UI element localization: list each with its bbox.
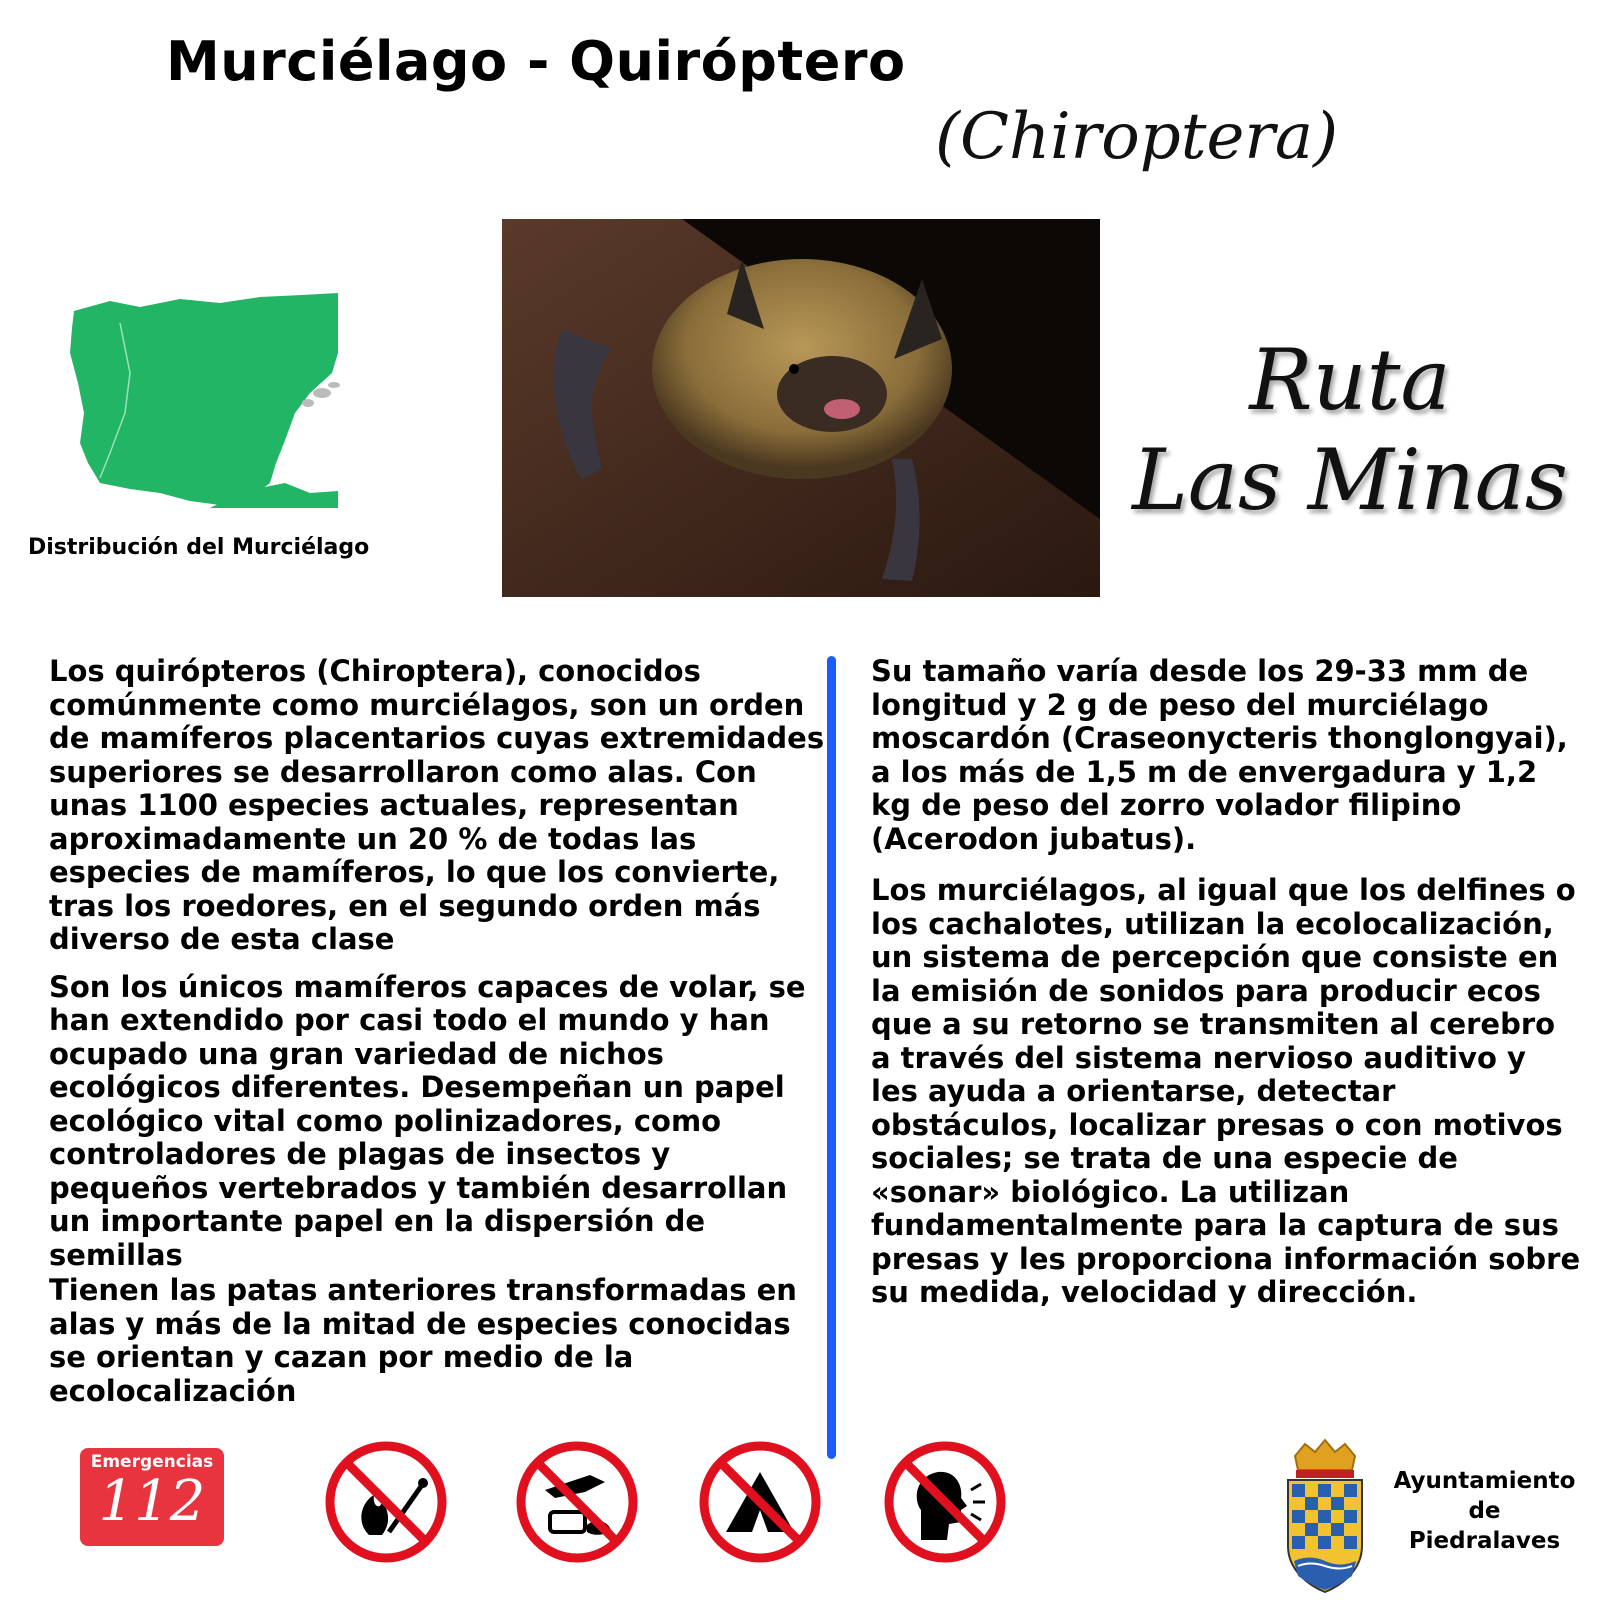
left-column [49, 655, 829, 1422]
no-fire-icon [324, 1440, 448, 1564]
page-title: Murciélago - Quiróptero [166, 30, 906, 93]
right-column [871, 655, 1581, 1324]
paragraph: Tienen las patas anteriores transformadas en alas y más de la mitad de especies conocidas se orientan y cazan por medio de la ecolocalización [49, 1273, 797, 1408]
emergency-badge [80, 1448, 224, 1546]
emergency-label: Emergencias [90, 1452, 214, 1472]
column-divider [827, 656, 836, 1459]
no-camping-icon [698, 1440, 822, 1564]
municipality-line2: de [1468, 1498, 1501, 1524]
municipality-line1: Ayuntamiento [1393, 1468, 1576, 1494]
paragraph: Los quirópteros (Chiroptera), conocidos comúnmente como murciélagos, son un orden de mamíferos placentarios cuyas extremidades superiores se desarrollaron como alas. Con unas 1100 especies actuales, representan aproximadamente un 20 % de todas las especies de mamíferos, lo que los convierte, tras los roedores, en el segundo orden más diverso de esta clase [49, 654, 825, 956]
paragraph: Su tamaño varía desde los 29-33 mm de longitud y 2 g de peso del murciélago moscardón (Craseonycteris thonglongyai), a los más de 1,5 m de envergadura y 1,2 kg de peso del zorro volador filipino (Acerodon jubatus). [871, 654, 1568, 856]
scientific-name: (Chiroptera) [935, 100, 1339, 174]
route-name-line2: Las Minas [1132, 431, 1568, 529]
coat-of-arms-icon [1280, 1436, 1370, 1596]
emergency-number: 112 [98, 1469, 206, 1534]
route-name-line1: Ruta [1249, 331, 1451, 429]
municipality-line3: Piedralaves [1408, 1528, 1561, 1554]
municipality-name [1372, 1466, 1597, 1556]
paragraph: Los murciélagos, al igual que los delfines o los cachalotes, utilizan la ecolocalización, un sistema de percepción que consiste en la emisión de sonidos para producir ecos que a su retorno se transmiten al cerebro a través del sistema nervioso auditivo y les ayuda a orientarse, detectar obstáculos, localizar presas o con motivos sociales; se trata de una especie de «sonar» biológico. La utilizan fundamentalmente para la captura de sus presas y les proporciona información sobre su medida, velocidad y dirección. [871, 873, 1581, 1309]
route-name [1120, 330, 1580, 530]
map-caption: Distribución del Murciélago [28, 535, 370, 560]
no-littering-icon [515, 1440, 639, 1564]
paragraph: Son los únicos mamíferos capaces de volar, se han extendido por casi todo el mundo y han ocupado una gran variedad de nichos ecológicos diferentes. Desempeñan un papel ecológico vital como polinizadores, como controladores de plagas de insectos y pequeños vertebrados y también desarrollan un importante papel en la dispersión de semillas [49, 969, 806, 1272]
bat-photo [502, 219, 1100, 597]
distribution-map [70, 293, 342, 508]
no-noise-icon [883, 1440, 1007, 1564]
